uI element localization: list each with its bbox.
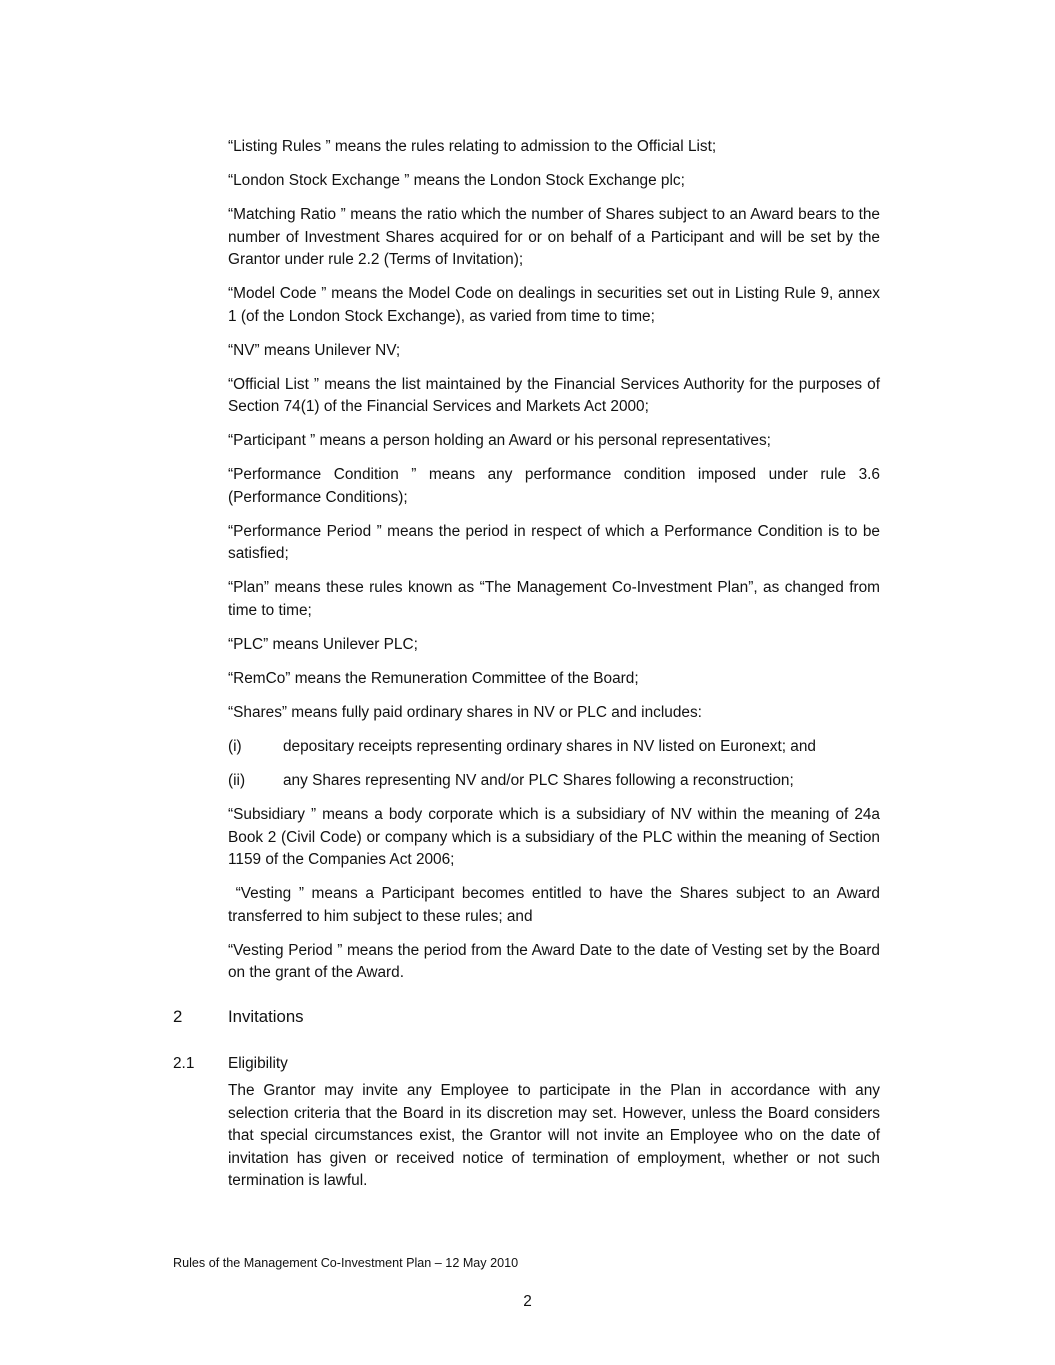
shares-item-i [228, 736, 880, 759]
definition-london-stock-exchange: “London Stock Exchange ” means the London Stock Exchange plc; [228, 171, 685, 189]
definition-nv: “NV” means Unilever NV; [228, 341, 401, 359]
definition-matching-ratio: “Matching Ratio ” means the ratio which the number of Shares subject to an Award bears to the number of Investment Shares acquired for or on behalf of a Participant and will be set by the Grantor under rule 2.2 (Terms of Invitation); [228, 205, 880, 269]
page-number: 2 [523, 1293, 532, 1310]
subsection-title: Eligibility [228, 1055, 288, 1072]
section-title: Invitations [228, 1007, 304, 1026]
definition-listing-rules: “Listing Rules ” means the rules relating to admission to the Official List; [228, 138, 717, 155]
shares-item-number: (i) [228, 737, 242, 755]
definition-performance-condition: “Performance Condition ” means any performance condition imposed under rule 3.6 (Performance Conditions); [228, 466, 880, 506]
definition-plan: “Plan” means these rules known as “The Management Co-Investment Plan”, as changed from time to time; [228, 579, 880, 620]
subsection-heading-eligibility [173, 1053, 288, 1075]
subsection-number: 2.1 [173, 1055, 195, 1072]
definition-shares: “Shares” means fully paid ordinary shares in NV or PLC and includes: [228, 703, 702, 721]
page-footer: Rules of the Management Co-Investment Plan – 12 May 2010 [173, 1256, 519, 1270]
definition-plc: “PLC” means Unilever PLC; [228, 636, 418, 653]
shares-item-text: depositary receipts representing ordinary shares in NV listed on Euronext; and [283, 737, 816, 755]
shares-item-ii [228, 770, 880, 793]
definition-participant: “Participant ” means a person holding an Award or his personal representatives; [228, 432, 771, 450]
definition-subsidiary: “Subsidiary ” means a body corporate which is a subsidiary of NV within the meaning of 24a Book 2 (Civil Code) or company which is a subsidiary of the PLC within the meaning of Section 1159 of the Companies Act 2006; [228, 805, 880, 869]
shares-item-text: any Shares representing NV and/or PLC Shares following a reconstruction; [283, 771, 794, 789]
definition-remco: “RemCo” means the Remuneration Committee of the Board; [228, 669, 639, 687]
section-heading-invitations [173, 1006, 304, 1028]
section-number: 2 [173, 1007, 183, 1026]
definition-performance-period: “Performance Period ” means the period in respect of which a Performance Condition is to be satisfied; [228, 522, 880, 563]
eligibility-paragraph: The Grantor may invite any Employee to participate in the Plan in accordance with any selection criteria that the Board in its discretion may set. However, unless the Board considers that special circumstances exist, the Grantor will not invite an Employee who on the date of invitation has given or received notice of termination of employment, whether or not such termination is lawful. [228, 1082, 880, 1190]
definition-vesting-period: “Vesting Period ” means the period from the Award Date to the date of Vesting set by the Board on the grant of the Award. [228, 941, 880, 982]
shares-item-number: (ii) [228, 771, 246, 789]
definition-model-code: “Model Code ” means the Model Code on dealings in securities set out in Listing Rule 9, annex 1 (of the London Stock Exchange), as varied from time to time; [228, 285, 880, 325]
definition-vesting: “Vesting ” means a Participant becomes entitled to have the Shares subject to an Award transferred to him subject to these rules; and [228, 885, 885, 925]
definition-official-list: “Official List ” means the list maintained by the Financial Services Authority for the purposes of Section 74(1) of the Financial Services and Markets Act 2000; [228, 375, 880, 416]
definitions-block [228, 136, 885, 996]
